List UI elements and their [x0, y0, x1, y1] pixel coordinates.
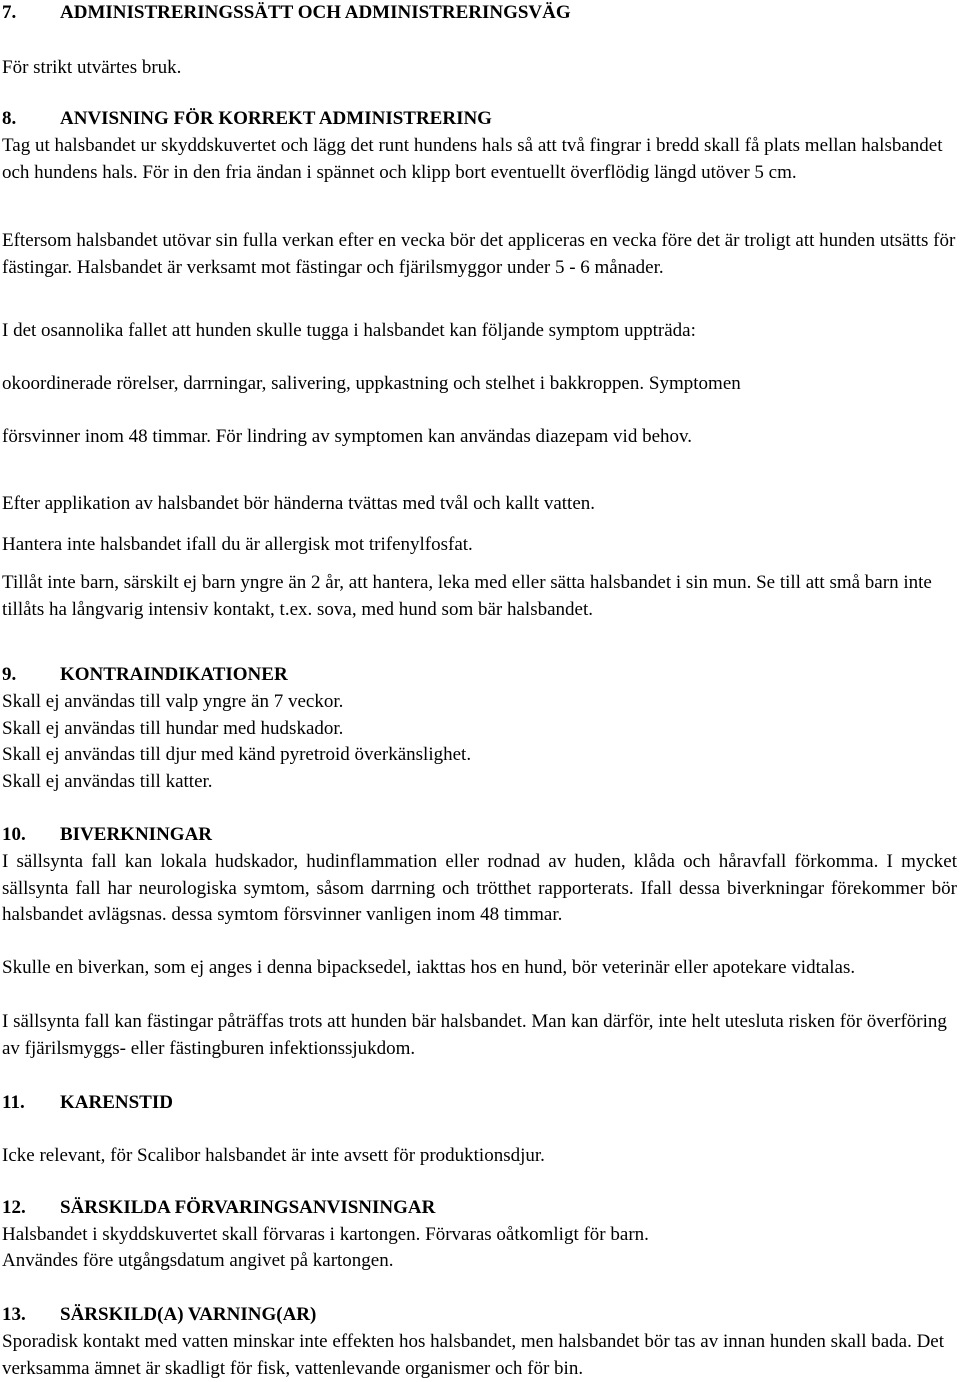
section-title: ADMINISTRERINGSSÄTT OCH ADMINISTRERINGSVÄG [60, 2, 571, 23]
section-title: SÄRSKILDA FÖRVARINGSANVISNINGAR [60, 1197, 436, 1218]
section-title: KARENSTID [60, 1092, 173, 1113]
section-number: 11. [2, 1092, 25, 1113]
section-number: 13. [2, 1304, 26, 1325]
section-11-heading [2, 1090, 957, 1117]
section-13-text: Sporadisk kontakt med vatten minskar inte effekten hos halsbandet, men halsbandet bör tas av innan hunden skall bada. Det verksamma ämnet är skadligt för fisk, vattenlevande organismer och för bin. [2, 1331, 945, 1379]
section-8-paragraph-6: Tillåt inte barn, särskilt ej barn yngre än 2 år, att hantera, leka med eller sätta halsbandet i sin mun. Se till att små barn inte tillåts ha långvarig intensiv kontakt, t.ex. sova, med hund som bär halsbandet. [2, 572, 932, 620]
section-number: 12. [2, 1197, 26, 1218]
contraindication-item: Skall ej användas till valp yngre än 7 veckor. [2, 691, 344, 712]
section-8-heading [2, 106, 957, 133]
section-10-paragraph-1: I sällsynta fall kan lokala hudskador, hudinflammation eller rodnad av huden, klåda och håravfall förkomma. I mycket sällsynta fall har neurologiska symtom, såsom darrning och trötthet rapporterats. Ifall dessa biverkningar förekommer bör halsbandet avlägsnas. dessa symtom försvinner vanligen inom 48 timmar. [2, 851, 957, 925]
section-8-paragraph-5: Hantera inte halsbandet ifall du är allergisk mot trifenylfosfat. [2, 534, 473, 555]
contraindication-item: Skall ej användas till hundar med hudskador. [2, 718, 344, 739]
section-13-heading [2, 1302, 957, 1329]
section-8-paragraph-3-line-1: I det osannolika fallet att hunden skulle tugga i halsbandet kan följande symptom uppträda: [2, 320, 696, 341]
section-7-text: För strikt utvärtes bruk. [2, 57, 182, 78]
section-title: BIVERKNINGAR [60, 824, 213, 845]
section-title: ANVISNING FÖR KORREKT ADMINISTRERING [60, 108, 492, 129]
contraindication-item: Skall ej användas till katter. [2, 771, 213, 792]
section-11-text: Icke relevant, för Scalibor halsbandet är inte avsett för produktionsdjur. [2, 1145, 545, 1166]
section-10-heading [2, 822, 957, 849]
contraindication-item: Skall ej användas till djur med känd pyretroid överkänslighet. [2, 744, 472, 765]
section-8-paragraph-2: Eftersom halsbandet utövar sin fulla verkan efter en vecka bör det appliceras en vecka före det är troligt att hunden utsätts för fästingar. Halsbandet är verksamt mot fästingar och fjärilsmyggor under 5 - 6 månader. [2, 230, 956, 278]
section-9-heading [2, 662, 957, 689]
section-number: 8. [2, 108, 17, 129]
section-7-heading [2, 0, 957, 27]
section-title: KONTRAINDIKATIONER [60, 664, 288, 685]
section-8-paragraph-4: Efter applikation av halsbandet bör händerna tvättas med tvål och kallt vatten. [2, 493, 596, 514]
section-number: 9. [2, 664, 17, 685]
section-12-line-1: Halsbandet i skyddskuvertet skall förvaras i kartongen. Förvaras oåtkomligt för barn. [2, 1224, 649, 1245]
section-10-paragraph-3: I sällsynta fall kan fästingar påträffas trots att hunden bär halsbandet. Man kan därför, inte helt utesluta risken för överföring av fjärilsmyggs- eller fästingburen infektionssjukdom. [2, 1011, 947, 1059]
section-number: 10. [2, 824, 26, 845]
section-12-heading [2, 1195, 957, 1222]
section-8-paragraph-3-line-3: försvinner inom 48 timmar. För lindring av symptomen kan användas diazepam vid behov. [2, 426, 693, 447]
section-8-paragraph-3-line-2: okoordinerade rörelser, darrningar, salivering, uppkastning och stelhet i bakkroppen. Symptomen [2, 373, 741, 394]
section-title: SÄRSKILD(A) VARNING(AR) [60, 1304, 317, 1325]
section-number: 7. [2, 2, 17, 23]
section-8-paragraph-1: Tag ut halsbandet ur skyddskuvertet och lägg det runt hundens hals så att två fingrar i bredd skall få plats mellan halsbandet och hundens hals. För in den fria ändan i spännet och klipp bort eventuellt överflödig längd utöver 5 cm. [2, 135, 943, 183]
section-12-line-2: Användes före utgångsdatum angivet på kartongen. [2, 1250, 394, 1271]
section-10-paragraph-2: Skulle en biverkan, som ej anges i denna bipacksedel, iakttas hos en hund, bör veterinär eller apotekare vidtalas. [2, 957, 856, 978]
